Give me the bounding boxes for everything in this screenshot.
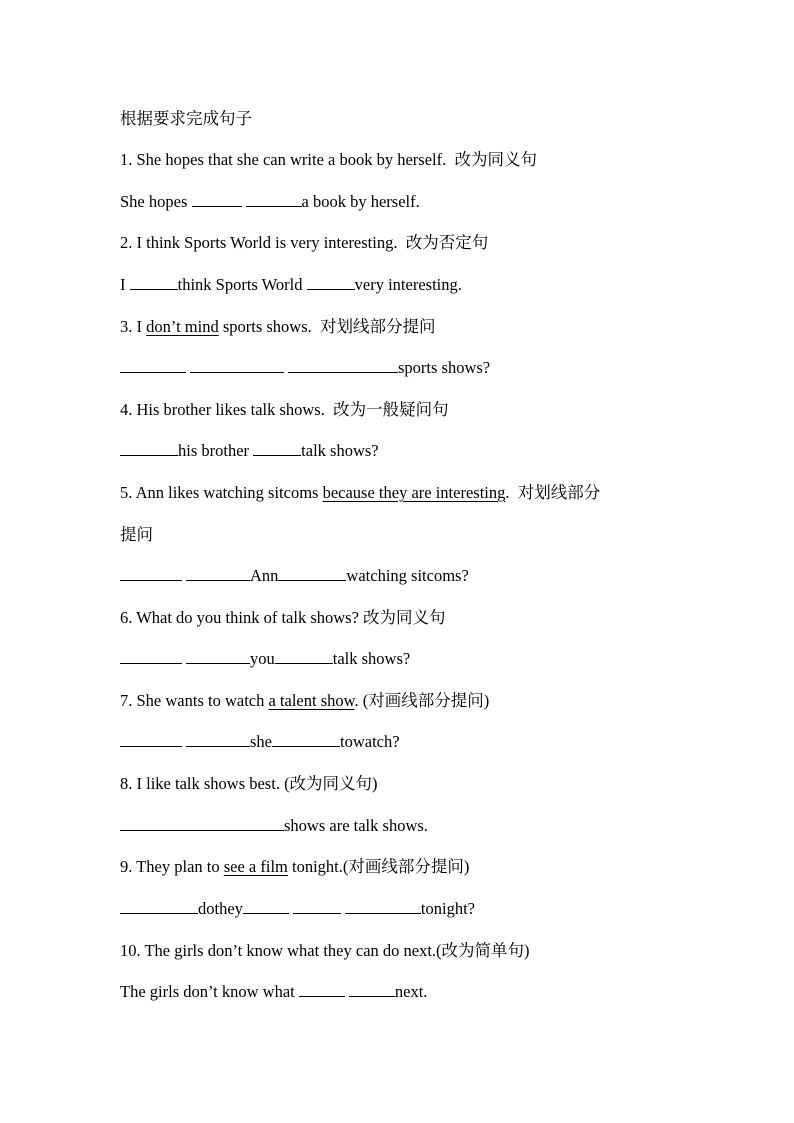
answer-blank[interactable] <box>307 275 355 290</box>
answer-7 <box>120 731 400 753</box>
question-text: 2. I think Sports World is very interesting. <box>120 233 398 252</box>
answer-blank[interactable] <box>120 566 182 581</box>
underlined-phrase: see a film <box>223 857 288 876</box>
answer-blank[interactable] <box>120 899 198 914</box>
answer-text: talk shows? <box>301 441 379 460</box>
answer-text: talk shows? <box>332 649 411 668</box>
answer-text: The girls don’t know what <box>120 982 295 1001</box>
answer-blank[interactable] <box>120 441 178 456</box>
answer-4 <box>120 440 379 462</box>
worksheet-heading: 根据要求完成句子 <box>120 109 252 128</box>
question-instruction: 改为一般疑问句 <box>333 400 449 419</box>
answer-blank[interactable] <box>299 982 345 997</box>
question-text: 9. They plan to <box>120 857 220 876</box>
answer-text: tonight? <box>420 899 475 918</box>
answer-blank[interactable] <box>288 358 398 373</box>
answer-text: think Sports World <box>177 275 303 294</box>
answer-blank[interactable] <box>120 358 186 373</box>
answer-blank[interactable] <box>120 816 284 831</box>
answer-text: towatch? <box>340 732 400 751</box>
answer-blank[interactable] <box>345 899 421 914</box>
question-2 <box>120 232 488 254</box>
answer-text: his brother <box>178 441 250 460</box>
question-1 <box>120 149 537 171</box>
question-5 <box>120 482 600 504</box>
answer-text: she <box>250 732 272 751</box>
question-5-continued <box>120 524 153 546</box>
answer-blank[interactable] <box>272 732 340 747</box>
answer-blank[interactable] <box>293 899 341 914</box>
answer-blank[interactable] <box>186 649 250 664</box>
answer-3 <box>120 357 490 379</box>
answer-8 <box>120 815 428 837</box>
answer-text: next. <box>394 982 428 1001</box>
answer-text: Ann <box>250 566 279 585</box>
answer-blank[interactable] <box>349 982 395 997</box>
underlined-phrase: don’t mind <box>146 317 219 336</box>
answer-blank[interactable] <box>120 649 182 664</box>
answer-9 <box>120 898 475 920</box>
answer-blank[interactable] <box>275 649 333 664</box>
answer-text: shows are talk shows. <box>284 816 428 835</box>
answer-blank[interactable] <box>278 566 346 581</box>
answer-blank[interactable] <box>253 441 301 456</box>
question-3 <box>120 316 436 338</box>
answer-blank[interactable] <box>246 192 302 207</box>
answer-blank[interactable] <box>130 275 178 290</box>
answer-blank[interactable] <box>192 192 242 207</box>
answer-text: sports shows? <box>398 358 491 377</box>
question-text: 7. She wants to watch <box>120 691 265 710</box>
question-instruction: 提问 <box>120 525 153 544</box>
question-instruction: 改为同义句 <box>363 608 446 627</box>
question-instruction: 改为否定句 <box>405 233 489 252</box>
question-text: 10. The girls don’t know what they can do next.(改为简单句) <box>120 941 530 960</box>
answer-text: you <box>250 649 275 668</box>
question-text: . (对画线部分提问) <box>354 691 490 710</box>
question-text: 8. I like talk shows best. (改为同义句) <box>120 774 378 793</box>
question-8 <box>120 773 378 795</box>
question-text: 4. His brother likes talk shows. <box>120 400 325 419</box>
answer-6 <box>120 648 410 670</box>
question-7 <box>120 690 489 712</box>
answer-2 <box>120 274 462 296</box>
answer-blank[interactable] <box>243 899 289 914</box>
answer-text: watching sitcoms? <box>346 566 469 585</box>
answer-5 <box>120 565 469 587</box>
answer-text: dothey <box>198 899 243 918</box>
answer-10 <box>120 981 427 1003</box>
underlined-phrase: a talent show <box>268 691 355 710</box>
question-text: 5. Ann likes watching sitcoms <box>120 483 319 502</box>
question-text: 3. I <box>120 317 142 336</box>
question-6 <box>120 607 446 629</box>
answer-blank[interactable] <box>186 732 250 747</box>
answer-text: very interesting. <box>354 275 462 294</box>
question-text: 1. She hopes that she can write a book by herself. <box>120 150 447 169</box>
question-instruction: 对划线部分提问 <box>320 317 436 336</box>
answer-blank[interactable] <box>186 566 250 581</box>
question-9 <box>120 856 469 878</box>
question-text: sports shows. <box>222 317 312 336</box>
question-text: 6. What do you think of talk shows? <box>120 608 359 627</box>
underlined-phrase: because they are interesting <box>322 483 506 502</box>
question-10 <box>120 940 530 962</box>
answer-text: a book by herself. <box>301 192 420 211</box>
answer-text: I <box>120 275 126 294</box>
answer-1 <box>120 191 420 213</box>
question-instruction: 对划线部分 <box>517 483 601 502</box>
question-instruction: 改为同义句 <box>454 150 537 169</box>
question-4 <box>120 399 449 421</box>
question-text: . <box>505 483 510 502</box>
answer-blank[interactable] <box>190 358 284 373</box>
answer-blank[interactable] <box>120 732 182 747</box>
question-text: tonight.(对画线部分提问) <box>292 857 470 876</box>
answer-text: She hopes <box>120 192 188 211</box>
